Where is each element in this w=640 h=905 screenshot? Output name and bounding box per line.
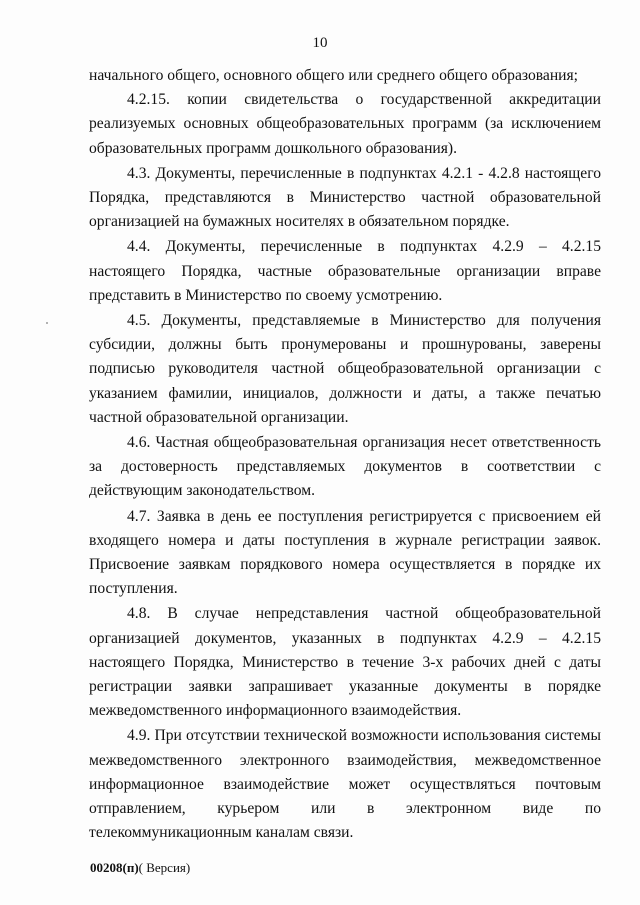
document-body [89, 64, 601, 846]
document-code: 00208(п) [90, 860, 139, 875]
paragraph-4-5: 4.5. Документы, представляемые в Министерство для получения субсидии, должны быть пронумерованы и прошнурованы, заверены подписью руководителя частной общеобразовательной организации с указанием фамилии, инициалов, должности и даты, а также печатью частной образовательной организации. [89, 312, 601, 426]
paragraph-4-4: 4.4. Документы, перечисленные в подпунктах 4.2.9 – 4.2.15 настоящего Порядка, частные образовательные организации вправе представить в Министерство по своему усмотрению. [89, 238, 601, 304]
paragraph-4-3: 4.3. Документы, перечисленные в подпунктах 4.2.1 - 4.2.8 настоящего Порядка, представляются в Министерство частной образовательной организацией на бумажных носителях в обязательном порядке. [89, 164, 601, 231]
paragraph-4-9: 4.9. При отсутствии технической возможности использования системы межведомственного электронного взаимодействия, межведомственное информационное взаимодействие может осуществляться почтовым отправлением, курьером или в электронном виде по телекоммуникационным каналам связи. [89, 727, 601, 842]
document-version-note: ( Версия) [138, 860, 191, 875]
paragraph-continuation: начального общего, основного общего или среднего общего образования; [89, 67, 579, 84]
scan-speck [46, 322, 48, 324]
page-number: 10 [312, 35, 328, 51]
paragraph-4-7: 4.7. Заявка в день ее поступления регистрируется с присвоением ей входящего номера и даты поступления в журнале регистрации заявок. Присвоение заявкам порядкового номера осуществляется в порядке их поступления. [89, 507, 601, 598]
document-footer [90, 860, 190, 876]
paragraph-4-6: 4.6. Частная общеобразовательная организация несет ответственность за достоверность представляемых документов в соответствии с действующим законодательством. [89, 434, 601, 500]
paragraph-4-2-15: 4.2.15. копии свидетельства о государственной аккредитации реализуемых основных общеобразовательных программ (за исключением образовательных программ дошкольного образования). [89, 91, 601, 157]
paragraph-4-8: 4.8. В случае непредставления частной общеобразовательной организацией документов, указанных в подпунктах 4.2.9 – 4.2.15 настоящего Порядка, Министерство в течение 3-х рабочих дней с даты регистрации заявки запрашивает указанные документы в порядке межведомственного информационного взаимодействия. [89, 605, 601, 720]
